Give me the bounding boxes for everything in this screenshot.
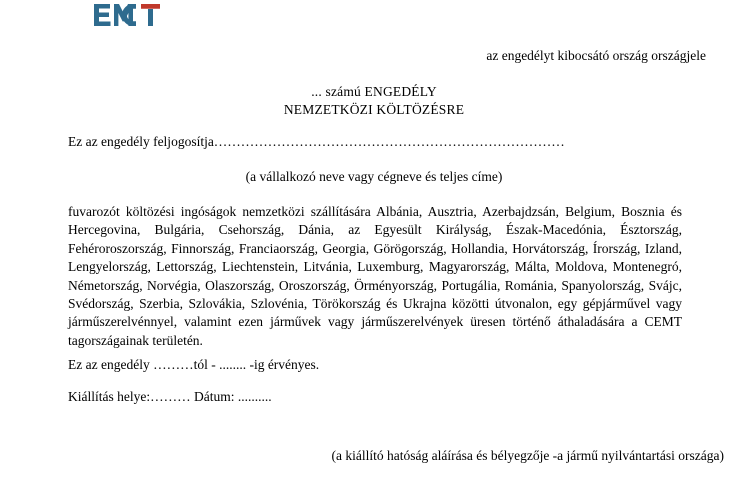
signature-stamp-note: (a kiállító hatóság aláírása és bélyegzője -a jármű nyilvántartási országa) (331, 448, 724, 463)
validity-line: Ez az engedély ………tól - ........ -ig érvényes. (68, 357, 320, 372)
title-line-number: ... számú ENGEDÉLY (311, 84, 437, 99)
country-mark-label: az engedélyt kibocsátó ország országjele (486, 48, 706, 63)
ecmt-logo (92, 2, 172, 30)
body-paragraph: fuvarozót költözési ingóságok nemzetközi szállítására Albánia, Ausztria, Azerbajdzsán, Belgium, Bosznia és Hercegovina, Bulgária, Csehország, Dánia, az Egyesült Királyság, Észak-Macedónia, Észtország, Fehéroroszország, Finnország, Franciaország, Georgia, Görögország, Hollandia, Horvátország, Írország, Izland, Lengyelország, Lettország, Liechtenstein, Litvánia, Luxemburg, Magyarország, Málta, Moldova, Montenegró, Németország, Norvégia, Olaszország, Oroszország, Örményország, Portugália, Románia, Spanyolország, Svájc, Svédország, Szerbia, Szlovákia, Szlovénia, Törökország és Ukrajna közötti útvonalon, egy gépjárművel vagy járműszerelvénnyel, valamint ezen járművek vagy járműszerelvények üresen történő áthaladására a CEMT tagországainak területén. (68, 204, 682, 348)
authorization-line: Ez az engedély feljogosítja…………………………………………………………………… (68, 134, 565, 149)
company-name-caption: (a vállalkozó neve vagy cégneve és teljes címe) (245, 169, 503, 184)
title-line-subject: NEMZETKÖZI KÖLTÖZÉSRE (283, 102, 465, 117)
document-title (0, 83, 748, 119)
issue-place-date-line: Kiállítás helye:……… Dátum: .......... (68, 389, 272, 404)
